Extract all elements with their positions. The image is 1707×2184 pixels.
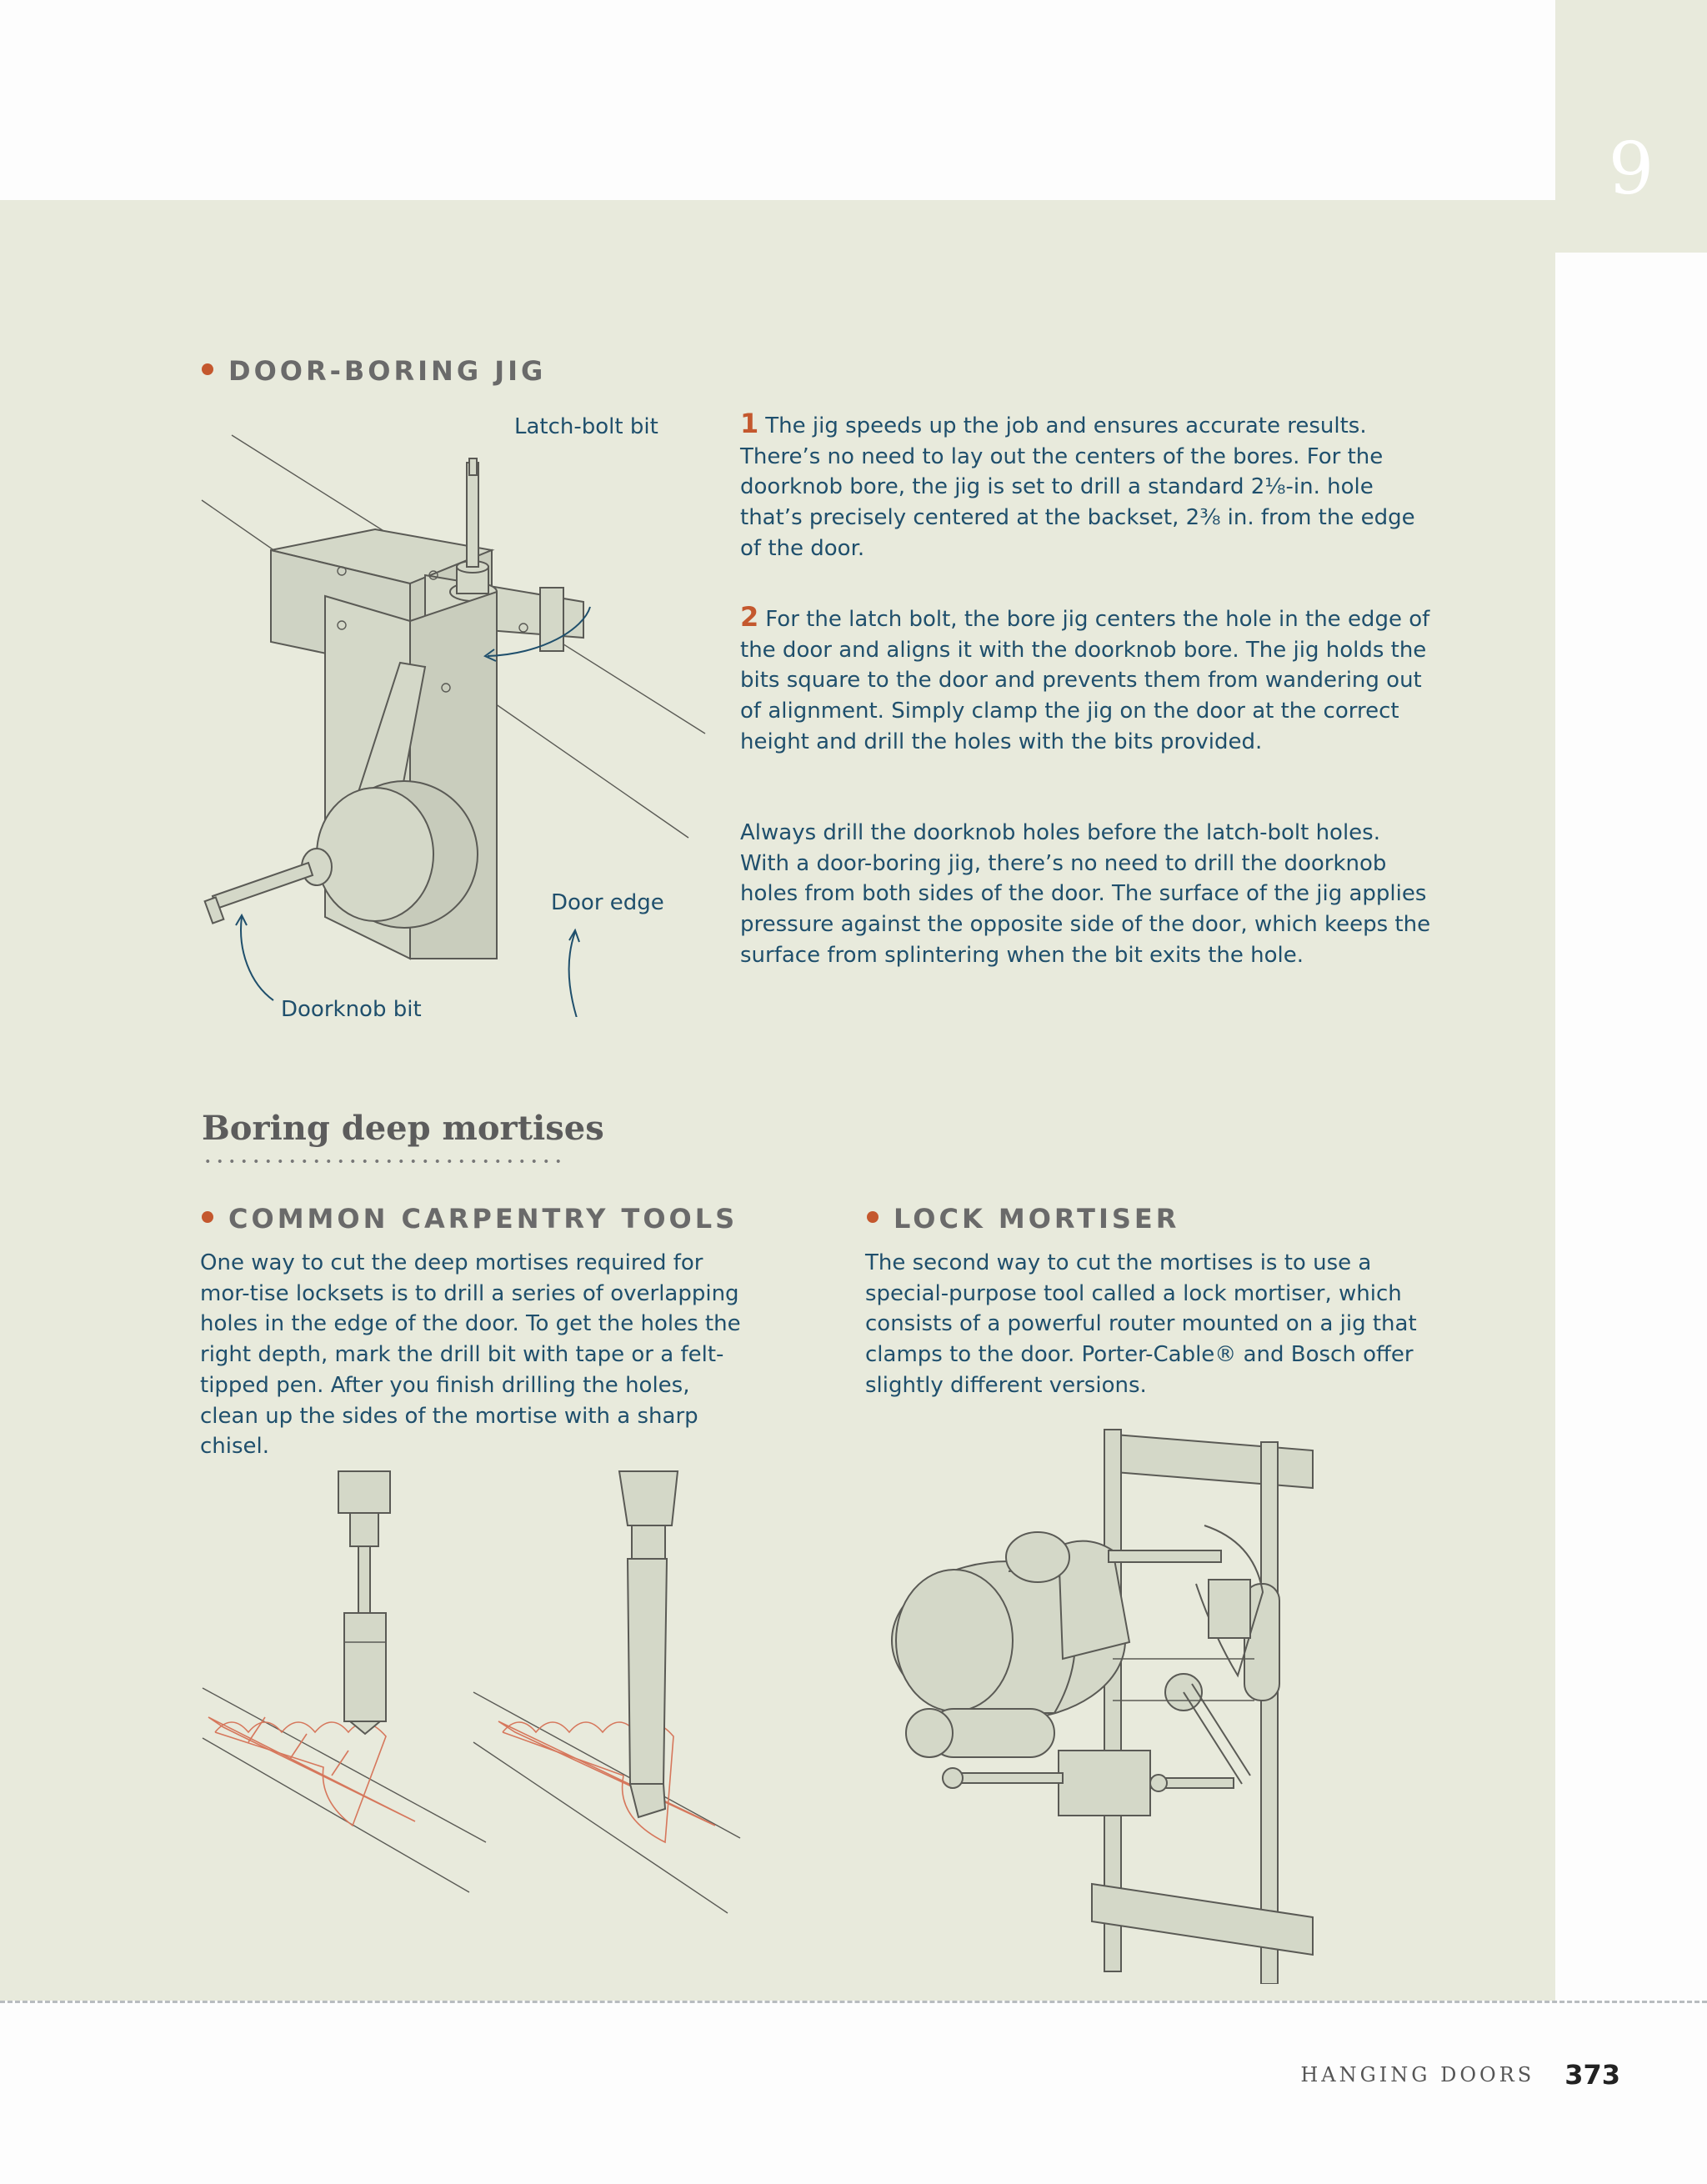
jig-note-text: Always drill the doorknob holes before the latch-bolt holes. With a door-boring jig, there’s no need to drill the doorknob holes from both sides of the door. The surface of the jig applies pressure against the opposite side of the door, which keeps the surface from splintering when the bit exits the hole.: [740, 820, 1431, 968]
step-2: [740, 602, 1432, 758]
doorknob-bit-label: Doorknob bit: [281, 997, 422, 1022]
heading-text: COMMON CARPENTRY TOOLS: [228, 1203, 738, 1235]
page-number: 373: [1564, 2059, 1620, 2091]
common-tools-paragraph: One way to cut the deep mortises required for mor-tise locksets is to drill a series of overlapping holes in the edge of the door. To get the holes the right depth, mark the drill bit with tape or a felt-tipped pen. After you finish drilling the holes, clean up the sides of the mortise with a sharp chisel.: [200, 1250, 741, 1460]
dotted-rule: [202, 1159, 568, 1164]
step-1-number: 1: [740, 408, 759, 439]
latch-bolt-bit-label: Latch-bolt bit: [514, 414, 658, 439]
bullet-icon: [867, 1211, 879, 1223]
chapter-tab: [1555, 0, 1707, 253]
footer-label: HANGING DOORS: [1300, 2063, 1535, 2086]
lock-mortiser-illustration: [863, 1417, 1329, 1984]
common-tools-heading: [202, 1203, 738, 1235]
step-2-text: For the latch bolt, the bore jig centers the hole in the edge of the door and aligns it with the doorknob bore. The jig holds the bits square to the door and prevents them from wandering out of alignment. Simply clamp the jig on the door at the correct height and drill the holes with the bits provided.: [740, 607, 1430, 754]
heading-text: DOOR-BORING JIG: [228, 355, 547, 387]
section-title: Boring deep mortises: [202, 1109, 604, 1148]
door-boring-jig-illustration: [192, 417, 725, 1017]
heading-text: LOCK MORTISER: [894, 1203, 1180, 1235]
lock-mortiser-paragraph: The second way to cut the mortises is to use a special-purpose tool called a lock mortiser, which consists of a powerful router mounted on a jig that clamps to the door. Porter-Cable® and Bosch offer slightly different versions.: [865, 1250, 1417, 1398]
common-tools-text: [200, 1248, 750, 1462]
chapter-number: 9: [1608, 128, 1654, 211]
door-edge-label: Door edge: [551, 890, 664, 915]
door-boring-jig-heading: [202, 355, 546, 387]
step-1: [740, 408, 1432, 564]
jig-note: [740, 818, 1432, 971]
bullet-icon: [202, 363, 213, 375]
page-divider: [0, 2001, 1707, 2003]
step-1-text: The jig speeds up the job and ensures accurate results. There’s no need to lay out the centers of the bores. For the doorknob bore, the jig is set to drill a standard 2⅛-in. hole that’s precisely centered at the backset, 2⅜ in. from the edge of the door.: [740, 413, 1415, 561]
lock-mortiser-text: [865, 1248, 1432, 1401]
bullet-icon: [202, 1211, 213, 1223]
step-2-number: 2: [740, 601, 759, 633]
lock-mortiser-heading: [867, 1203, 1179, 1235]
footer: [1300, 2059, 1620, 2091]
drill-and-chisel-illustration: [198, 1467, 748, 1917]
